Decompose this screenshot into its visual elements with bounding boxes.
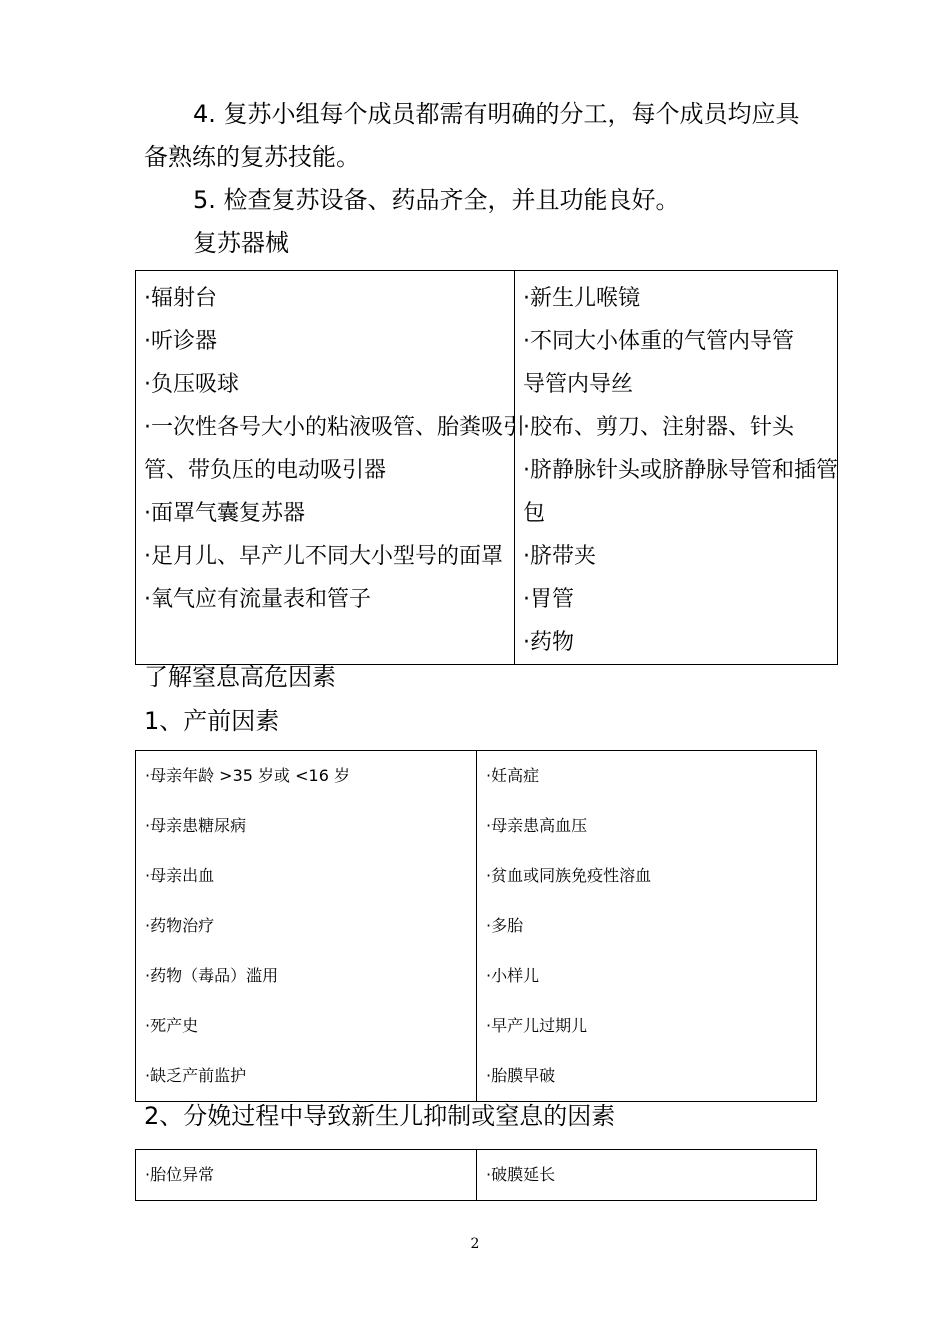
antenatal-table xyxy=(135,750,817,1102)
equipment-item: ·胶布、剪刀、注射器、针头 xyxy=(523,415,794,440)
intrapartum-left-column xyxy=(136,1150,477,1201)
risk-item: ·母亲年龄 >35 岁或 <16 岁 xyxy=(145,766,350,785)
equipment-item: ·脐带夹 xyxy=(523,544,596,569)
equipment-item: ·胃管 xyxy=(523,587,574,612)
risk-item: ·药物（毒品）滥用 xyxy=(145,966,279,985)
equipment-item: ·听诊器 xyxy=(144,329,217,354)
page-number: 2 xyxy=(470,1236,480,1252)
equipment-item: 包 xyxy=(523,501,546,526)
risk-item: ·贫血或同族免疫性溶血 xyxy=(486,866,652,885)
equipment-table xyxy=(135,270,838,665)
paragraph-4-line-2: 备熟练的复苏技能。 xyxy=(144,143,360,171)
risk-item: ·小样儿 xyxy=(486,966,540,985)
intrapartum-table xyxy=(135,1149,817,1201)
risk-item: ·胎位异常 xyxy=(145,1165,215,1184)
risk-item: ·母亲患糖尿病 xyxy=(145,816,247,835)
equipment-item: ·负压吸球 xyxy=(144,372,239,397)
risk-item: ·破膜延长 xyxy=(486,1165,556,1184)
equipment-item: ·一次性各号大小的粘液吸管、胎粪吸引 xyxy=(144,415,525,440)
equipment-item: ·不同大小体重的气管内导管 xyxy=(523,329,794,354)
equipment-item: ·新生儿喉镜 xyxy=(523,286,640,311)
paragraph-4-line-1: 4. 复苏小组每个成员都需有明确的分工，每个成员均应具 xyxy=(193,100,800,128)
equipment-item: ·面罩气囊复苏器 xyxy=(144,501,305,526)
antenatal-right-column xyxy=(477,751,817,1102)
equipment-item: ·足月儿、早产儿不同大小型号的面罩 xyxy=(144,544,503,569)
equipment-item: ·氧气应有流量表和管子 xyxy=(144,587,371,612)
intrapartum-heading: 2、分娩过程中导致新生儿抑制或窒息的因素 xyxy=(144,1102,616,1130)
risk-item: ·母亲出血 xyxy=(145,866,215,885)
antenatal-left-column xyxy=(136,751,477,1102)
risk-item: ·缺乏产前监护 xyxy=(145,1066,247,1085)
equipment-left-column xyxy=(136,271,525,665)
equipment-item: ·药物 xyxy=(523,630,574,655)
equipment-item: ·辐射台 xyxy=(144,286,217,311)
intrapartum-right-column xyxy=(477,1150,817,1201)
risk-factors-heading: 了解窒息高危因素 xyxy=(144,663,336,691)
risk-item: ·胎膜早破 xyxy=(486,1066,556,1085)
equipment-heading: 复苏器械 xyxy=(193,229,289,257)
risk-item: ·药物治疗 xyxy=(145,916,215,935)
equipment-item: 管、带负压的电动吸引器 xyxy=(144,458,387,483)
risk-item: ·母亲患高血压 xyxy=(486,816,588,835)
risk-item: ·早产儿过期儿 xyxy=(486,1016,588,1035)
paragraph-5: 5. 检查复苏设备、药品齐全，并且功能良好。 xyxy=(193,186,680,214)
risk-item: ·多胎 xyxy=(486,916,524,935)
equipment-item: 导管内导丝 xyxy=(523,372,634,397)
equipment-item: ·脐静脉针头或脐静脉导管和插管 xyxy=(523,458,838,483)
equipment-right-column xyxy=(515,271,838,665)
risk-item: ·妊高症 xyxy=(486,766,540,785)
risk-item: ·死产史 xyxy=(145,1016,199,1035)
antenatal-heading: 1、产前因素 xyxy=(144,707,280,735)
